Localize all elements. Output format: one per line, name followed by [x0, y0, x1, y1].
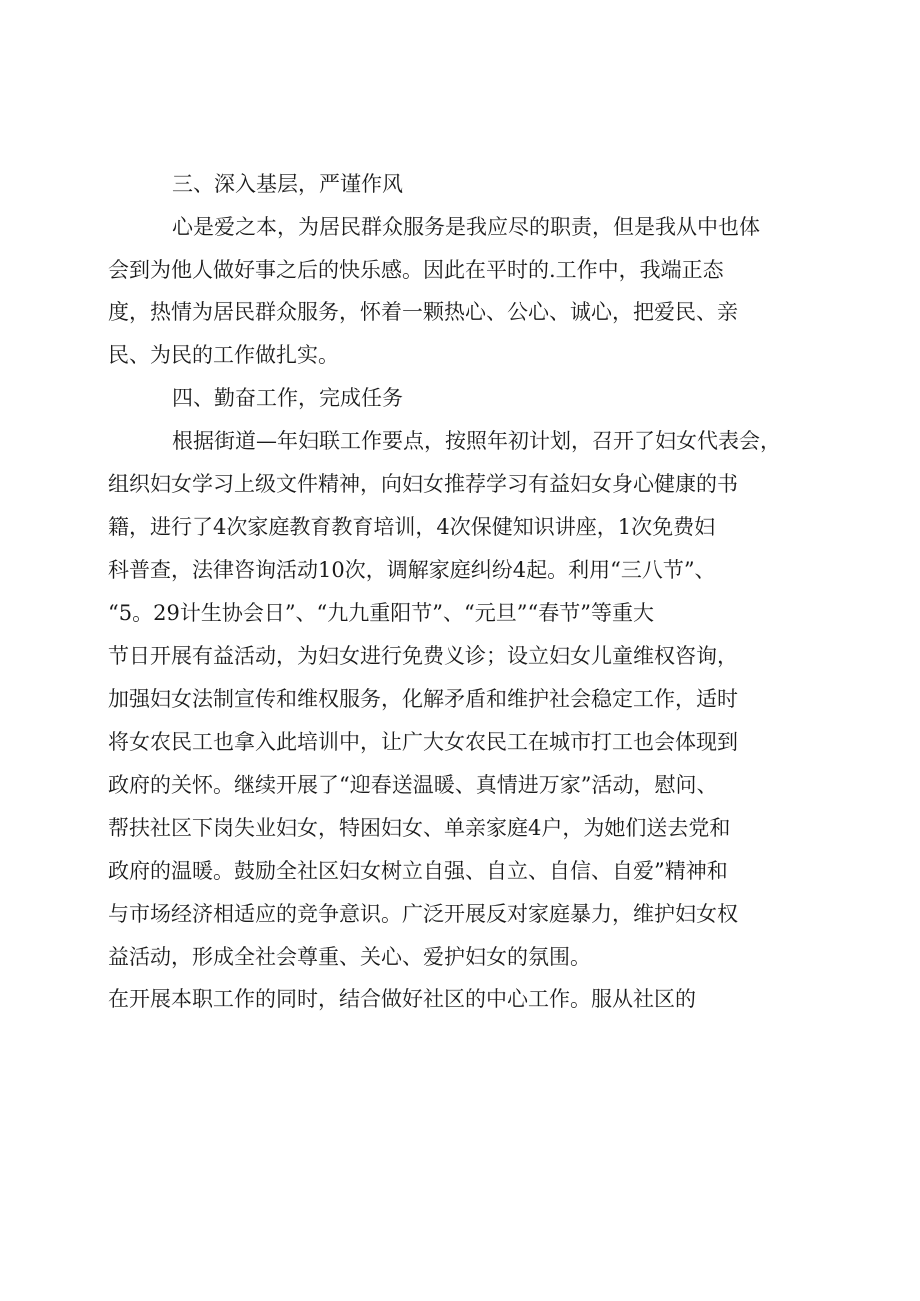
text-line: 帮扶社区下岗失业妇女，特困妇女、单亲家庭4户，为她们送去党和: [108, 816, 731, 840]
paragraph-line: [0, 464, 920, 504]
text-line: 心是爱之本，为居民群众服务是我应尽的职责，但是我从中也体: [172, 215, 760, 239]
text-line: 根据街道—年妇联工作要点，按照年初计划，召开了妇女代表会，: [172, 429, 781, 453]
text-line: 政府的温暖。鼓励全社区妇女树立自强、自立、自信、自爱”精神和: [108, 859, 728, 883]
text-line: 节日开展有益活动，为妇女进行免费义诊；设立妇女儿童维权咨询，: [108, 644, 738, 668]
text-line: “5。29计生协会日”、“九九重阳节”、“元旦”“春节”等重大: [108, 601, 654, 625]
text-line: 组织妇女学习上级文件精神，向妇女推荐学习有益妇女身心健康的书: [108, 472, 738, 496]
paragraph-line: [0, 979, 920, 1019]
section-heading-3: [0, 164, 920, 204]
text-line: 政府的关怀。继续开展了“迎春送温暖、真情进万家”活动，慰问、: [108, 773, 718, 797]
paragraph-line: [0, 593, 920, 633]
paragraph-line: [0, 765, 920, 805]
paragraph-line: [0, 894, 920, 934]
text-line: 籍，进行了4次家庭教育教育培训，4次保健知识讲座，1次免费妇: [108, 515, 716, 539]
paragraph-line: [0, 722, 920, 762]
paragraph-line: [0, 335, 920, 375]
paragraph-line: [0, 421, 920, 461]
text-line: 与市场经济相适应的竞争意识。广泛开展反对家庭暴力，维护妇女权: [108, 902, 738, 926]
paragraph-line: [0, 250, 920, 290]
text-line: 将女农民工也拿入此培训中，让广大女农民工在城市打工也会体现到: [108, 730, 738, 754]
paragraph-line: [0, 207, 920, 247]
paragraph-line: [0, 507, 920, 547]
text-line: 加强妇女法制宣传和维权服务，化解矛盾和维护社会稳定工作，适时: [108, 687, 738, 711]
paragraph-line: [0, 636, 920, 676]
text-line: 在开展本职工作的同时，结合做好社区的中心工作。服从社区的: [108, 987, 696, 1011]
text-line: 四、勤奋工作，完成任务: [172, 386, 403, 410]
paragraph-line: [0, 292, 920, 332]
section-heading-4: [0, 378, 920, 418]
paragraph-line: [0, 679, 920, 719]
text-line: 科普查，法律咨询活动10次，调解家庭纠纷4起。利用“三八节”、: [108, 558, 716, 582]
text-line: 益活动，形成全社会尊重、关心、爱护妇女的氛围。: [108, 945, 591, 969]
text-line: 会到为他人做好事之后的快乐感。因此在平时的.工作中，我端正态: [108, 258, 724, 282]
text-line: 民、为民的工作做扎实。: [108, 343, 339, 367]
paragraph-line: [0, 808, 920, 848]
text-line: 度，热情为居民群众服务，怀着一颗热心、公心、诚心，把爱民、亲: [108, 300, 738, 324]
paragraph-line: [0, 937, 920, 977]
paragraph-line: [0, 550, 920, 590]
text-line: 三、深入基层，严谨作风: [172, 172, 403, 196]
paragraph-line: [0, 851, 920, 891]
